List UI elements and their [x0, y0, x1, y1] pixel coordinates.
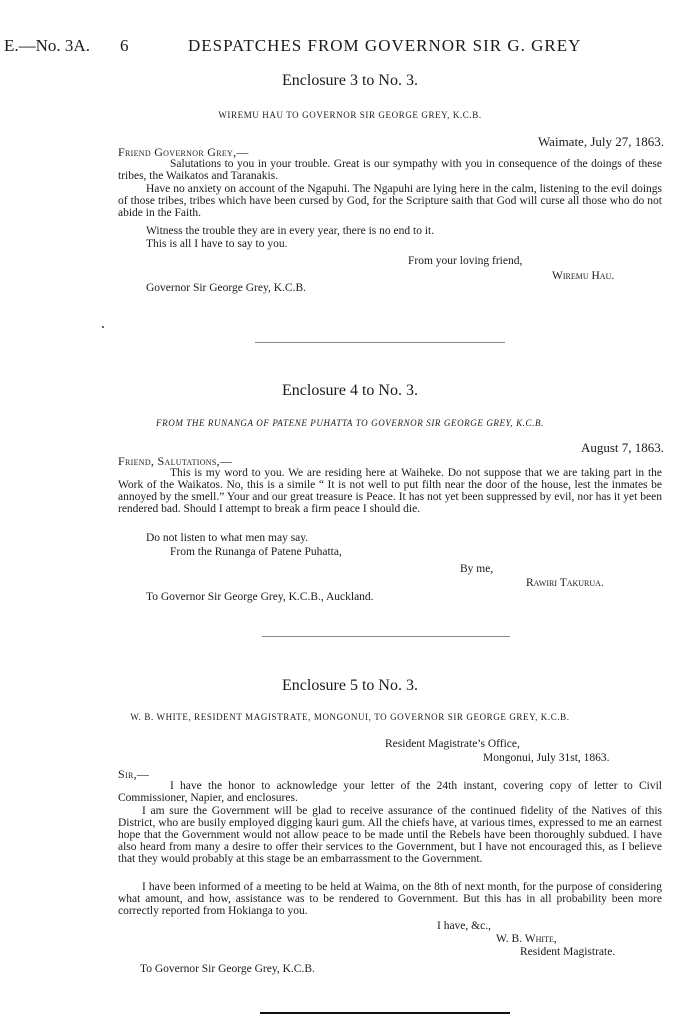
enclosure-5-salutation: Sir,—	[118, 767, 150, 781]
enclosure-5-title-line: Resident Magistrate.	[520, 946, 616, 958]
enclosure-3-paragraph-1: Salutations to you in your trouble. Great is our sympathy with you in consequence of the doings of these tribes, the Waikatos and Taranakis.	[118, 158, 662, 182]
enclosure-4-title: Enclosure 4 to No. 3.	[282, 382, 418, 399]
enclosure-3-addressee: Governor Sir George Grey, K.C.B.	[146, 282, 307, 294]
enclosure-5-title: Enclosure 5 to No. 3.	[282, 677, 418, 694]
enclosure-4-signature: Rawiri Takurua.	[526, 577, 604, 589]
enclosure-3-paragraph-2: Have no anxiety on account of the Ngapuhi. The Ngapuhi are lying here in the calm, listening to the evil doings of those tribes, tribes which have been cursed by God, for the Scripture saith that God will curse all those who do not abide in the Faith.	[118, 183, 662, 219]
enclosure-5-date: Mongonui, July 31st, 1863.	[483, 752, 610, 764]
enclosure-3-salutation: Friend Governor Grey,—	[118, 145, 249, 159]
enclosure-3-date: Waimate, July 27, 1863.	[537, 134, 664, 149]
section-divider-1	[255, 342, 505, 343]
enclosure-4-subtitle: FROM THE RUNANGA OF PATENE PUHATTA TO GOVERNOR SIR GEORGE GREY, K.C.B.	[156, 418, 544, 428]
document-reference: E.—No. 3A.	[4, 36, 90, 55]
enclosure-4-date: August 7, 1863.	[580, 440, 664, 455]
enclosure-5-addressee: To Governor Sir George Grey, K.C.B.	[140, 963, 315, 975]
enclosure-5-subtitle: W. B. WHITE, RESIDENT MAGISTRATE, MONGONUI, TO GOVERNOR SIR GEORGE GREY, K.C.B.	[130, 712, 570, 722]
page-title: DESPATCHES FROM GOVERNOR SIR G. GREY	[188, 36, 582, 55]
enclosure-4-addressee: To Governor Sir George Grey, K.C.B., Auckland.	[146, 591, 374, 603]
enclosure-5-paragraph-1: I have the honor to acknowledge your letter of the 24th instant, covering copy of letter to Civil Commissioner, Napier, and enclosures.	[118, 780, 662, 804]
enclosure-4-salutation: Friend, Salutations,—	[118, 454, 233, 468]
page-number: 6	[120, 36, 129, 55]
enclosure-5-office: Resident Magistrate’s Office,	[385, 738, 520, 750]
enclosure-5-paragraph-2: I am sure the Government will be glad to receive assurance of the continued fidelity of the Natives of this District, who are busily employed digging kauri gum. All the chiefs have, at various times, expressed to me an earnest hope that the Government would not allow peace to be made until the Rebels have been thoroughly subdued. I have also heard from many a desire to offer their services to the Government, but I have not encouraged this, as I believe that they would probably at this stage be an embarrassment to the Government.	[118, 805, 662, 865]
enclosure-3-signature: Wiremu Hau.	[552, 270, 615, 282]
enclosure-5-closing: I have, &c.,	[437, 920, 491, 932]
page-end-rule	[260, 1012, 510, 1014]
enclosure-3-subtitle: WIREMU HAU TO GOVERNOR SIR GEORGE GREY, K.C.B.	[218, 110, 482, 120]
enclosure-4-paragraph-2: Do not listen to what men may say.	[146, 532, 309, 544]
enclosure-3-paragraph-4: This is all I have to say to you.	[146, 238, 288, 250]
margin-mark	[102, 326, 104, 328]
enclosure-4-paragraph-1: This is my word to you. We are residing here at Waiheke. Do not suppose that we are taking part in the Work of the Waikatos. No, this is a simile “ It is not well to put filth near the door of the house, lest the inmates be annoyed by the smell.” Your and our great treasure is Peace. It has not yet been suppressed by evil, nor has it yet been rendered bad. Should I attempt to break a firm peace I should die.	[118, 467, 662, 515]
enclosure-3-paragraph-3: Witness the trouble they are in every year, there is no end to it.	[146, 225, 435, 237]
enclosure-4-by-me: By me,	[460, 563, 494, 575]
section-divider-2	[262, 636, 510, 637]
enclosure-5-paragraph-3: I have been informed of a meeting to be held at Waima, on the 8th of next month, for the purpose of considering what amount, and how, assistance was to be rendered to Government. But this has in all probability been more correctly reported from Hokianga to you.	[118, 881, 662, 917]
enclosure-4-paragraph-3: From the Runanga of Patene Puhatta,	[170, 546, 342, 558]
enclosure-3-title: Enclosure 3 to No. 3.	[282, 72, 418, 89]
enclosure-3-closing: From your loving friend,	[408, 255, 523, 267]
enclosure-5-signature: W. B. White,	[496, 933, 557, 945]
